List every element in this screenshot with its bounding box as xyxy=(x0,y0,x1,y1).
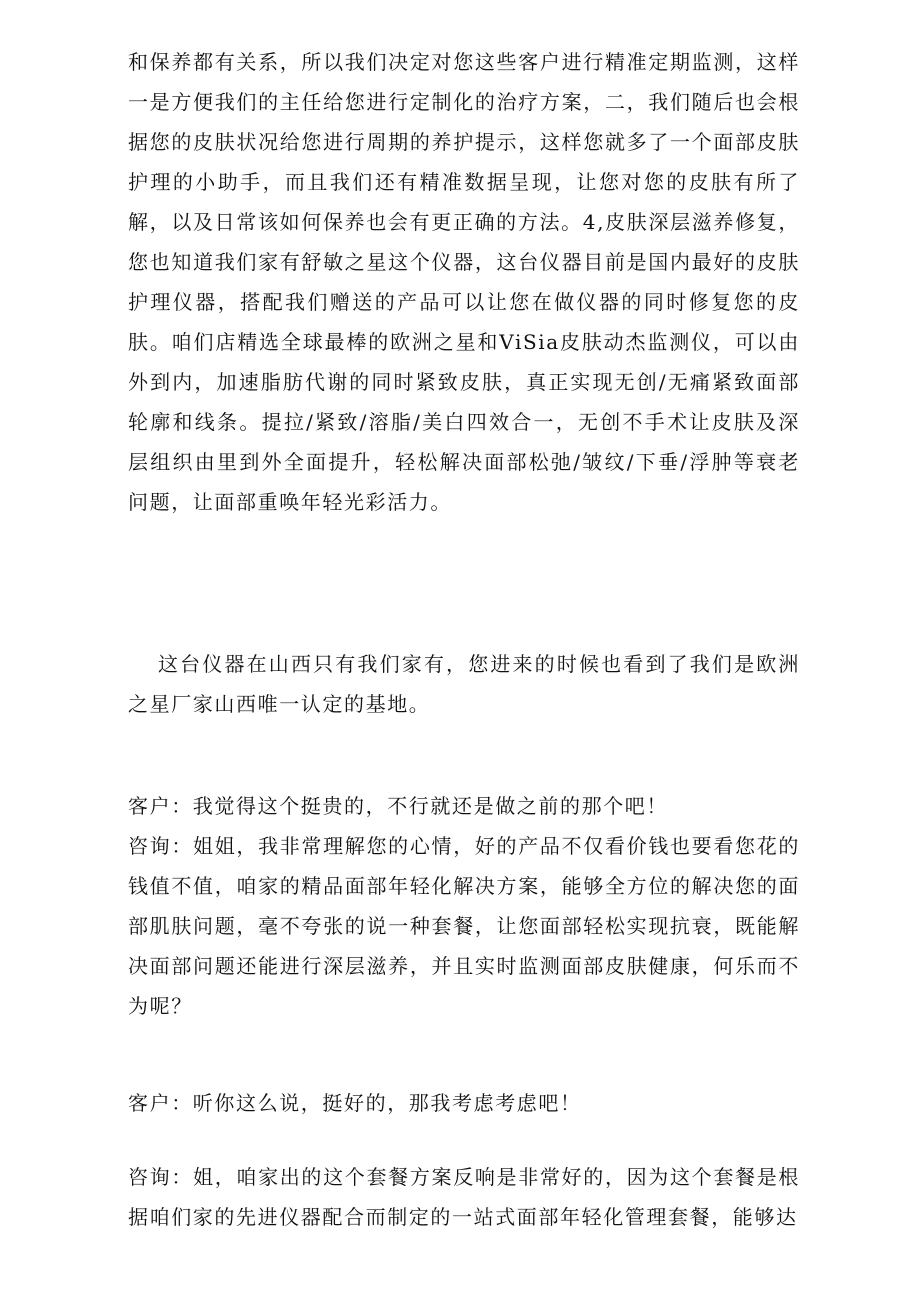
paragraph-customer-consider: 客户：听你这么说，挺好的，那我考虑考虑吧！ xyxy=(128,1091,582,1115)
paragraph-consultant-reply: 咨询：姐姐，我非常理解您的心情，好的产品不仅看价钱也要看您花的钱值不值，咱家的精品面部年轻化解决方案，能够全方位的解决您的面部肌肤问题，毫不夸张的说一种套餐，让您面部轻松实现抗衰，既能解决面部问题还能进行深层滋养，并且实时监测面部皮肤健康，何乐而不为呢？ xyxy=(128,834,800,1018)
paragraph-device-exclusive: 这台仪器在山西只有我们家有，您进来的时候也看到了我们是欧洲之星厂家山西唯一认定的基地。 xyxy=(128,652,800,716)
paragraph-customer-price-concern: 客户：我觉得这个挺贵的，不行就还是做之前的那个吧！ xyxy=(128,794,668,818)
paragraph-skin-care-plan: 和保养都有关系，所以我们决定对您这些客户进行精准定期监测，这样一是方便我们的主任给您进行定制化的治疗方案，二，我们随后也会根据您的皮肤状况给您进行周期的养护提示，这样您就多了一个面部皮肤护理的小助手，而且我们还有精准数据呈现，让您对您的皮肤有所了解，以及日常该如何保养也会有更正确的方法。4,皮肤深层滋养修复，您也知道我们家有舒敏之星这个仪器，这台仪器目前是国内最好的皮肤护理仪器，搭配我们赠送的产品可以让您在做仪器的同时修复您的皮肤。咱们店精选全球最棒的欧洲之星和ViSia皮肤动杰监测仪，可以由外到内，加速脂肪代谢的同时紧致皮肤，真正实现无创/无痛紧致面部轮廓和线条。提拉/紧致/溶脂/美白四效合一，无创不手术让皮肤及深层组织由里到外全面提升，轻松解决面部松弛/皱纹/下垂/浮肿等衰老问题，让面部重唤年轻光彩活力。 xyxy=(128,50,800,514)
paragraph-consultant-package: 咨询：姐，咱家出的这个套餐方案反响是非常好的，因为这个套餐是根据咱们家的先进仪器配合而制定的一站式面部年轻化管理套餐，能够达 xyxy=(128,1165,800,1229)
